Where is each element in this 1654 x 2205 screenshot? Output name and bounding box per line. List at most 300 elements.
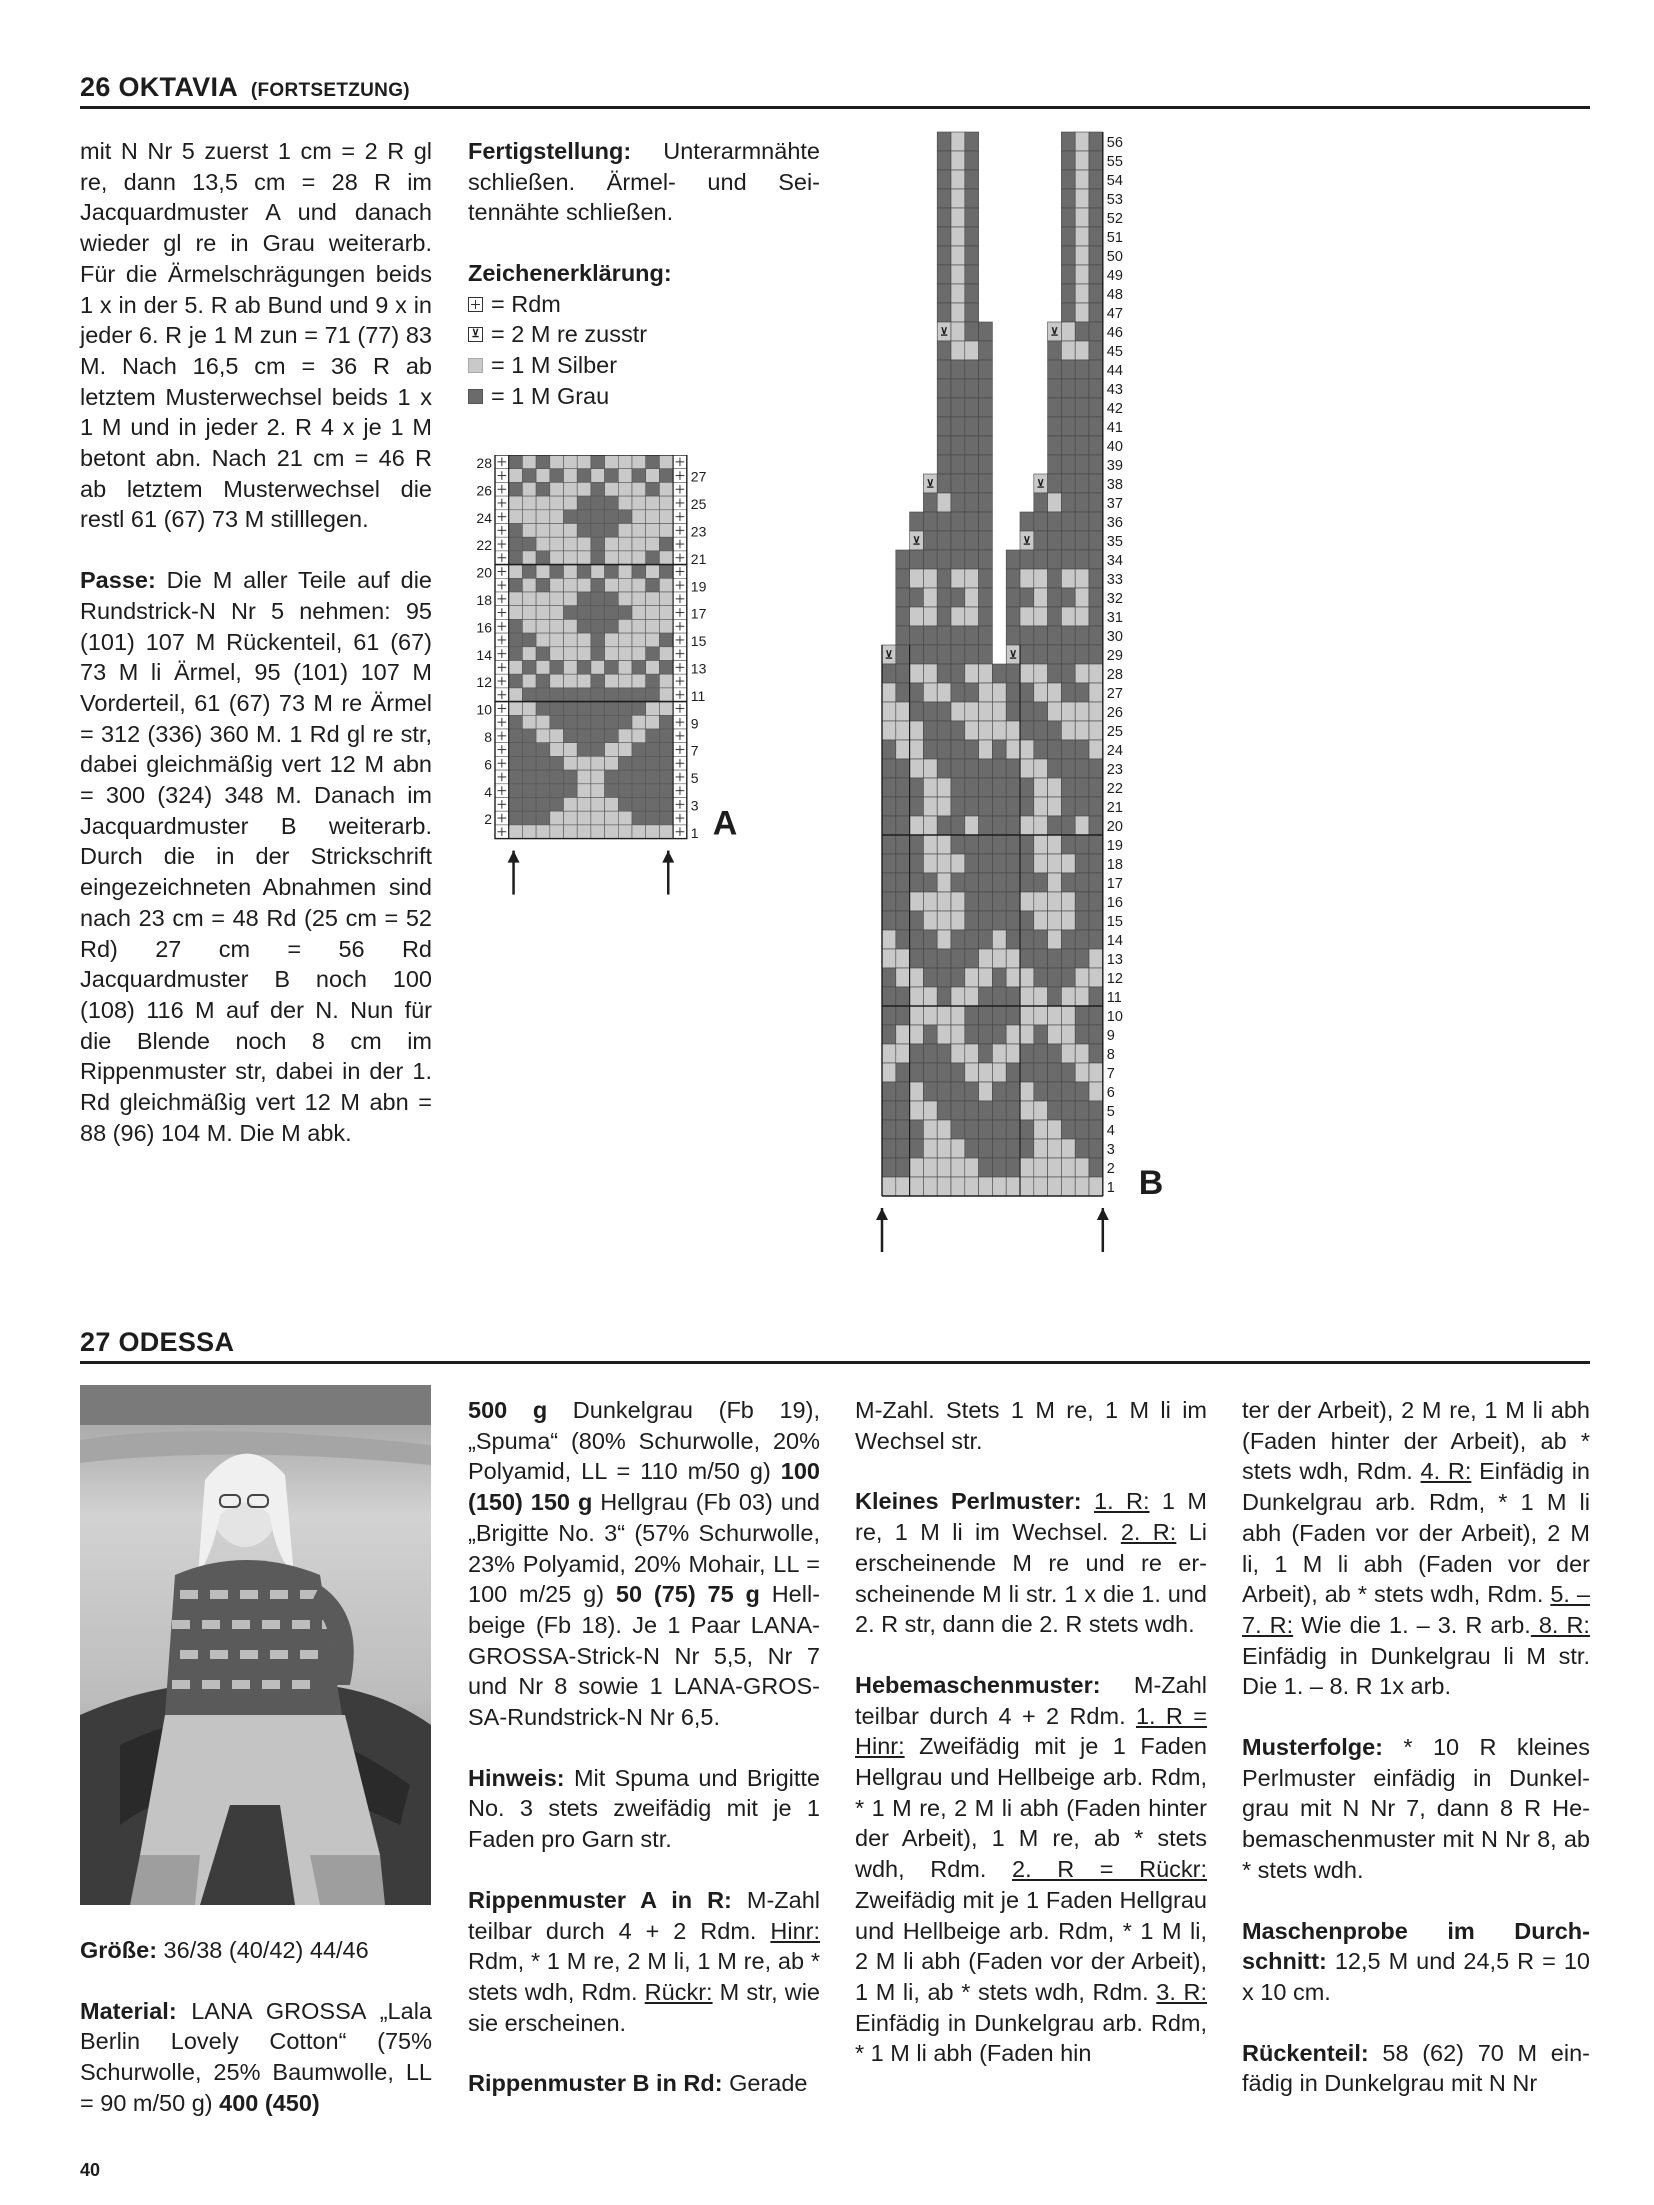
chart-a-cell [591, 798, 605, 812]
chart-b-cell [965, 550, 979, 569]
chart-b-cell [1075, 873, 1089, 892]
chart-b-cell [1075, 151, 1089, 170]
chart-b-cell [1048, 702, 1062, 721]
row-number: 52 [1106, 210, 1123, 227]
chart-b-cell [1006, 930, 1020, 949]
chart-b-cell [951, 892, 965, 911]
chart-a-cell [618, 619, 632, 633]
chart-b-cell [1089, 417, 1103, 436]
rippenmuster-a-paragraph [468, 1885, 820, 2039]
row-number: 28 [1106, 666, 1123, 683]
chart-a-cell [536, 674, 550, 688]
chart-b-cell [965, 702, 979, 721]
chart-b-cell [979, 968, 993, 987]
chart-b-cell [1089, 702, 1103, 721]
chart-a-cell [550, 729, 564, 743]
chart-b-cell [1061, 455, 1075, 474]
chart-b-cell [1075, 645, 1089, 664]
chart-a-cell [550, 743, 564, 757]
chart-b-cell [1089, 683, 1103, 702]
chart-b-cell [1034, 1082, 1048, 1101]
chart-a-cell [522, 565, 536, 579]
chart-b-cell [965, 132, 979, 151]
chart-a-cell [632, 743, 646, 757]
chart-a-cell [522, 647, 536, 661]
chart-a-cell [605, 496, 619, 510]
chart-b-cell [979, 1120, 993, 1139]
arrow-up-icon [662, 851, 674, 863]
chart-b-cell [1048, 398, 1062, 417]
chart-b-cell [951, 474, 965, 493]
row-label-left: 14 [476, 646, 492, 663]
chart-b-cell [1048, 911, 1062, 930]
chart-b-cell [1089, 360, 1103, 379]
chart-a-cell [564, 633, 578, 647]
chart-a-cell [618, 743, 632, 757]
chart-b-cell [923, 493, 937, 512]
chart-b-cell [951, 569, 965, 588]
chart-b-cell [979, 987, 993, 1006]
chart-a-cell [509, 661, 523, 675]
chart-b-cell [1048, 512, 1062, 531]
chart-a-cell [522, 537, 536, 551]
chart-b-cell [910, 664, 924, 683]
section-title-odessa [80, 1327, 234, 1358]
chart-b-cell [1089, 930, 1103, 949]
chart-b-cell [1075, 968, 1089, 987]
chart-b-cell [910, 683, 924, 702]
row-number: 26 [1106, 704, 1123, 721]
chart-b-cell [979, 835, 993, 854]
row-label-right: 27 [690, 468, 707, 485]
chart-a-cell [522, 825, 536, 839]
chart-b-cell [951, 816, 965, 835]
chart-a-cell [536, 578, 550, 592]
chart-b-cell [951, 208, 965, 227]
chart-b-cell [1020, 1044, 1034, 1063]
chart-a-cell [605, 565, 619, 579]
chart-a-cell [646, 798, 660, 812]
chart-b-cell [965, 816, 979, 835]
row-number: 40 [1106, 438, 1123, 455]
chart-b-cell [896, 664, 910, 683]
row-number: 33 [1106, 571, 1123, 588]
chart-b-cell [979, 417, 993, 436]
chart-a-cell [522, 510, 536, 524]
chart-b-cell [1006, 1063, 1020, 1082]
row-number: 18 [1106, 856, 1123, 873]
chart-b-cell [951, 968, 965, 987]
chart-a-cell [509, 633, 523, 647]
chart-b-cell [1006, 1101, 1020, 1120]
legend-label: = 2 M re zusstr [491, 321, 648, 348]
chart-a-cell [618, 537, 632, 551]
chart-a-cell [591, 496, 605, 510]
chart-b-cell [1048, 341, 1062, 360]
chart-b-cell [992, 892, 1006, 911]
chart-a-cell [605, 798, 619, 812]
chart-b-cell [979, 569, 993, 588]
chart-b-cell [1061, 702, 1075, 721]
chart-a-cell [605, 811, 619, 825]
chart-b-cell [1048, 569, 1062, 588]
chart-b-cell [951, 873, 965, 892]
chart-b-cell [1089, 322, 1103, 341]
chart-b-cell [965, 455, 979, 474]
chart-b-cell [1048, 740, 1062, 759]
chart-b-cell [1006, 873, 1020, 892]
chart-a-cell [618, 784, 632, 798]
chart-a-cell [646, 537, 660, 551]
chart-a-cell [618, 455, 632, 469]
chart-a-cell [577, 469, 591, 483]
row-label-left: 24 [476, 509, 492, 526]
chart-b-cell [979, 740, 993, 759]
chart-b-cell [965, 645, 979, 664]
chart-a-cell [591, 770, 605, 784]
chart-a-cell [646, 633, 660, 647]
chart-a-cell [618, 633, 632, 647]
chart-a-cell [632, 688, 646, 702]
chart-b-cell [1089, 455, 1103, 474]
row-label: 3. R: [1156, 1978, 1207, 2005]
chart-a-cell [632, 647, 646, 661]
chart-b-cell [965, 721, 979, 740]
chart-b-cell [1089, 1120, 1103, 1139]
chart-a-cell [605, 674, 619, 688]
chart-b-cell [1020, 987, 1034, 1006]
chart-a-cell [577, 674, 591, 688]
chart-b-cell [979, 854, 993, 873]
chart-b-cell [1048, 797, 1062, 816]
row-number: 3 [1106, 1141, 1115, 1158]
chart-b-cell [951, 1044, 965, 1063]
chart-a-cell [632, 578, 646, 592]
row-number: 4 [1106, 1122, 1115, 1139]
chart-a-cell [605, 524, 619, 538]
chart-b-cell [1034, 569, 1048, 588]
chart-b-cell [1089, 1025, 1103, 1044]
chart-b-cell [979, 892, 993, 911]
row-number: 46 [1106, 324, 1123, 341]
chart-b-cell [923, 816, 937, 835]
chart-b-cell [923, 721, 937, 740]
chart-b-cell [1061, 284, 1075, 303]
chart-a-cell [522, 798, 536, 812]
chart-a-cell [591, 811, 605, 825]
chart-b-cell [965, 322, 979, 341]
chart-b-cell [1089, 170, 1103, 189]
chart-b-cell [1048, 436, 1062, 455]
chart-b-cell [1089, 1044, 1103, 1063]
chart-a-cell [536, 551, 550, 565]
chart-b-cell [992, 911, 1006, 930]
model-photo [80, 1385, 431, 1905]
chart-a-cell [646, 619, 660, 633]
chart-b-cell [1061, 398, 1075, 417]
chart-b-cell [882, 778, 896, 797]
chart-b-cell [882, 1063, 896, 1082]
row-label-left: 12 [476, 674, 492, 691]
chart-a-cell [509, 702, 523, 716]
chart-b-cell [937, 1101, 951, 1120]
chart-b-cell [937, 759, 951, 778]
chart-a-cell [618, 661, 632, 675]
legend [468, 258, 820, 411]
chart-b-cell [1061, 607, 1075, 626]
chart-b-cell [979, 493, 993, 512]
chart-b-cell [937, 645, 951, 664]
chart-a-cell [591, 702, 605, 716]
chart-a-cell [646, 524, 660, 538]
chart-a-cell [618, 469, 632, 483]
row-label-right: 9 [690, 715, 699, 732]
chart-b-cell [882, 949, 896, 968]
chart-b-cell [1089, 588, 1103, 607]
chart-b-cell [979, 949, 993, 968]
chart-b-cell [910, 759, 924, 778]
rippenmuster-b-paragraph [468, 2068, 820, 2099]
chart-b-cell [937, 968, 951, 987]
chart-b-cell [1006, 664, 1020, 683]
chart-b-cell [1048, 493, 1062, 512]
chart-b-cell [937, 721, 951, 740]
chart-b-cell [910, 569, 924, 588]
chart-a-cell [591, 537, 605, 551]
chart-b-cell [896, 569, 910, 588]
chart-a-cell [550, 551, 564, 565]
chart-a-cell [564, 482, 578, 496]
hinweis-text: Mit Spuma und Brigitte No. 3 stets zweifädig mit je 1 Faden pro Garn str. [468, 1764, 820, 1853]
chart-b-cell [1020, 569, 1034, 588]
chart-b-cell [1061, 759, 1075, 778]
chart-a-cell [577, 551, 591, 565]
row-number: 24 [1106, 742, 1123, 759]
chart-b-cell [910, 1120, 924, 1139]
chart-b-cell [1089, 892, 1103, 911]
chart-b-cell [992, 1120, 1006, 1139]
chart-b-cell [979, 1101, 993, 1120]
chart-a-cell [577, 606, 591, 620]
chart-b-cell [979, 930, 993, 949]
chart-b-cell [951, 436, 965, 455]
chart-b-cell [896, 835, 910, 854]
rueckenteil-paragraph [1242, 2038, 1590, 2099]
section-number: 26 [80, 72, 111, 102]
chart-a-cell [632, 784, 646, 798]
chart-b-cell [1075, 303, 1089, 322]
rueckenteil-text: 58 (62) 70 M einfädig in Dunkelgrau mit N Nr [1242, 2039, 1590, 2097]
chart-a-cell [659, 770, 673, 784]
chart-b-cell [937, 189, 951, 208]
chart-b-cell [1075, 550, 1089, 569]
chart-b-cell [1089, 341, 1103, 360]
chart-b-cell [1061, 417, 1075, 436]
chart-a-cell [618, 510, 632, 524]
chart-b-cell [882, 930, 896, 949]
chart-b-cell [882, 1101, 896, 1120]
chart-b-cell [1089, 227, 1103, 246]
chart-a-cell [536, 770, 550, 784]
chart-a-cell [550, 455, 564, 469]
chart-a-cell [509, 469, 523, 483]
chart-a-cell [577, 537, 591, 551]
chart-a-cell [522, 702, 536, 716]
chart-b-cell [1075, 208, 1089, 227]
chart-b-cell [951, 949, 965, 968]
chart-b-cell [992, 797, 1006, 816]
chart-b-cell [1075, 379, 1089, 398]
chart-b-cell [965, 1063, 979, 1082]
chart-b-cell [992, 1025, 1006, 1044]
chart-b-cell [923, 797, 937, 816]
chart-b-cell [1075, 987, 1089, 1006]
decrease-mark: ⊻ [1050, 326, 1059, 339]
chart-b-cell [882, 1177, 896, 1196]
chart-b-cell [1089, 816, 1103, 835]
chart-a-cell [632, 496, 646, 510]
chart-a-cell [550, 798, 564, 812]
chart-a-cell [550, 606, 564, 620]
material-paragraph [80, 1996, 432, 2119]
chart-a-cell [646, 647, 660, 661]
chart-b-cell [1020, 1082, 1034, 1101]
chart-b-cell [1006, 987, 1020, 1006]
chart-b-cell [1034, 987, 1048, 1006]
chart-b-cell [923, 740, 937, 759]
chart-b-cell [923, 664, 937, 683]
chart-b-cell [1034, 911, 1048, 930]
chart-b-cell [965, 968, 979, 987]
chart-b-cell [979, 474, 993, 493]
chart-b-cell [937, 1006, 951, 1025]
chart-a-cell [659, 592, 673, 606]
yarn-text-3: Hellbeige (Fb 18). Je 1 Paar LANAGROSSA-Strick-N Nr 5,5, Nr 7 und Nr 8 sowie 1 LANA-GROSSA-Rundstrick-N Nr 6,5. [468, 1581, 821, 1731]
chart-a-cell [618, 482, 632, 496]
chart-a-cell [605, 784, 619, 798]
chart-a-cell [522, 784, 536, 798]
chart-a-cell [522, 524, 536, 538]
chart-b-cell [910, 1025, 924, 1044]
row-number: 42 [1106, 400, 1123, 417]
chart-b-cell [1089, 208, 1103, 227]
chart-a-cell [577, 798, 591, 812]
groesse-text: 36/38 (40/42) 44/46 [157, 1937, 369, 1963]
chart-b-cell [1020, 588, 1034, 607]
chart-b-cell [1075, 1082, 1089, 1101]
chart-b-cell [1075, 626, 1089, 645]
chart-b-cell [1020, 778, 1034, 797]
chart-b-cell [1034, 626, 1048, 645]
chart-b-cell [951, 854, 965, 873]
chart-b-cell [1061, 949, 1075, 968]
chart-a-cell [632, 674, 646, 688]
chart-a-cell [632, 729, 646, 743]
chart-b-cell [951, 151, 965, 170]
chart-a-cell [591, 524, 605, 538]
chart-b-cell [1048, 816, 1062, 835]
chart-b-cell [951, 626, 965, 645]
chart-b-cell [992, 816, 1006, 835]
chart-b-cell [1020, 664, 1034, 683]
chart-b-cell [1061, 987, 1075, 1006]
chart-a-cell [577, 825, 591, 839]
chart-b-cell [951, 911, 965, 930]
chart-b-cell [979, 1158, 993, 1177]
chart-b-cell [896, 588, 910, 607]
chart-b-cell [1061, 360, 1075, 379]
row-label-left: 8 [484, 729, 492, 746]
chart-b-cell [965, 911, 979, 930]
yarn-paragraph [468, 1395, 820, 1733]
chart-b-cell [923, 569, 937, 588]
chart-a-cell [522, 756, 536, 770]
chart-b-cell [965, 246, 979, 265]
chart-b-cell [951, 417, 965, 436]
chart-b-cell [1048, 930, 1062, 949]
chart-b-cell [1034, 873, 1048, 892]
row-label-left: 2 [484, 811, 492, 828]
chart-b-cell [992, 759, 1006, 778]
row-label-right: 25 [690, 496, 707, 513]
chart-b-cell [951, 645, 965, 664]
chart-b-cell [965, 569, 979, 588]
chart-b-cell [951, 379, 965, 398]
chart-b-cell [965, 854, 979, 873]
chart-b-cell [1020, 873, 1034, 892]
chart-a-cell [564, 798, 578, 812]
chart-b-cell [1061, 265, 1075, 284]
chart-b-cell [951, 531, 965, 550]
chart-a-cell [577, 661, 591, 675]
chart-a-cell [536, 510, 550, 524]
chart-b-cell [937, 569, 951, 588]
chart-b-cell [923, 607, 937, 626]
chart-a-cell [591, 619, 605, 633]
chart-a-cell [536, 756, 550, 770]
chart-a-cell [605, 482, 619, 496]
chart-b-cell [965, 930, 979, 949]
chart-b-cell [979, 1139, 993, 1158]
chart-a-cell [564, 619, 578, 633]
chart-b-cell [951, 721, 965, 740]
chart-a-cell [632, 661, 646, 675]
chart-b-cell [937, 493, 951, 512]
chart-b-cell [992, 721, 1006, 740]
rippenmuster-a-text: Rdm, * 1 M re, 2 M li, 1 M re, ab * stets wdh, Rdm. [468, 1948, 820, 2005]
chart-b-cell [896, 721, 910, 740]
chart-b-cell [1020, 1139, 1034, 1158]
chart-a-cell [618, 798, 632, 812]
decrease-box-icon: ⊻ [468, 327, 483, 342]
hebemaschen-text: ter der Arbeit), 2 M re, 1 M li abh (Faden hinter der Arbeit), ab * stets wdh, Rdm. [1242, 1397, 1590, 1485]
fertigstellung-label: Fertigstellung: [468, 138, 632, 164]
chart-b-cell [965, 265, 979, 284]
chart-b-cell [896, 550, 910, 569]
chart-b-cell [979, 550, 993, 569]
chart-b-cell [1089, 987, 1103, 1006]
chart-a-cell [509, 455, 523, 469]
chart-b-cell [910, 645, 924, 664]
chart-a-cell [591, 674, 605, 688]
chart-a-cell [564, 756, 578, 770]
chart-b-cell [1048, 1101, 1062, 1120]
chart-b-cell [965, 626, 979, 645]
row-number: 25 [1106, 723, 1123, 740]
chart-b-cell [965, 797, 979, 816]
row-number: 37 [1106, 495, 1123, 512]
chart-b-cell [910, 512, 924, 531]
